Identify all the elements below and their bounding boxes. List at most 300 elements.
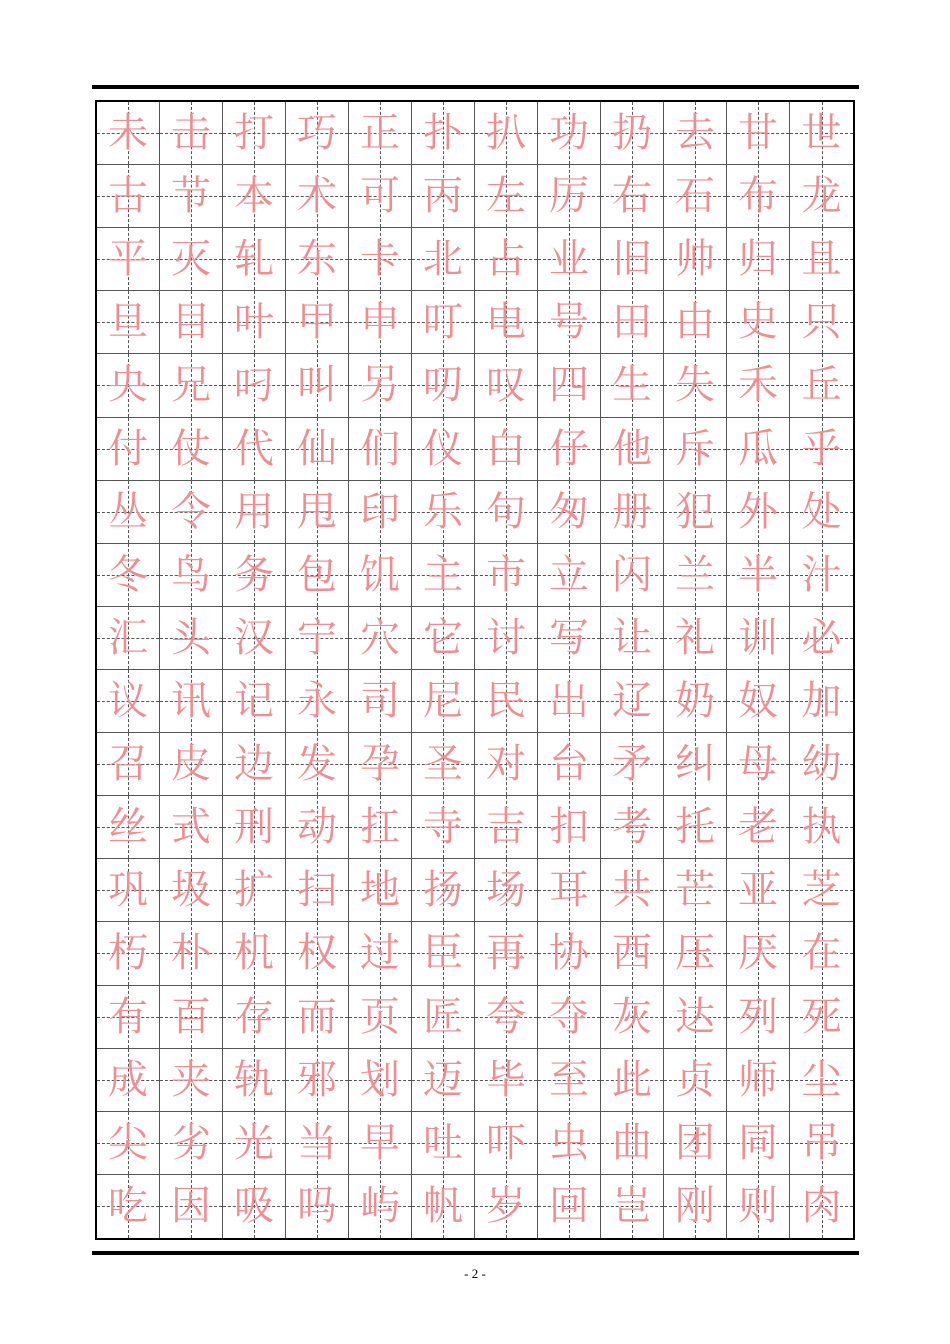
practice-character: 西 bbox=[612, 930, 652, 977]
grid-cell bbox=[160, 1112, 223, 1175]
practice-character: 吐 bbox=[423, 1119, 463, 1166]
practice-character: 扩 bbox=[234, 867, 274, 914]
grid-cell bbox=[727, 291, 790, 354]
grid-cell bbox=[286, 354, 349, 417]
grid-cell bbox=[475, 1112, 538, 1175]
practice-character: 仪 bbox=[423, 425, 463, 472]
grid-cell bbox=[286, 1049, 349, 1112]
practice-character: 石 bbox=[675, 173, 715, 220]
grid-cell bbox=[223, 102, 286, 165]
grid-cell bbox=[538, 922, 601, 985]
grid-cell bbox=[601, 796, 664, 859]
practice-character: 扣 bbox=[549, 804, 589, 851]
practice-character: 吓 bbox=[486, 1119, 526, 1166]
grid-cell bbox=[349, 733, 412, 796]
practice-character: 动 bbox=[297, 804, 337, 851]
practice-character: 申 bbox=[360, 299, 400, 346]
practice-character: 吉 bbox=[486, 804, 526, 851]
grid-cell bbox=[97, 859, 160, 922]
grid-cell bbox=[475, 1175, 538, 1238]
practice-character: 瓜 bbox=[738, 425, 778, 472]
practice-character: 半 bbox=[738, 551, 778, 598]
grid-cell bbox=[412, 354, 475, 417]
grid-cell bbox=[349, 228, 412, 291]
practice-character: 让 bbox=[612, 614, 652, 661]
grid-cell bbox=[97, 1049, 160, 1112]
grid-cell bbox=[664, 607, 727, 670]
practice-grid bbox=[95, 100, 855, 1240]
practice-character: 轧 bbox=[234, 236, 274, 283]
grid-cell bbox=[97, 1175, 160, 1238]
grid-cell bbox=[538, 228, 601, 291]
grid-cell bbox=[223, 1112, 286, 1175]
practice-character: 右 bbox=[612, 173, 652, 220]
practice-character: 记 bbox=[234, 678, 274, 725]
grid-cell bbox=[286, 544, 349, 607]
practice-character: 古 bbox=[108, 173, 148, 220]
practice-character: 执 bbox=[801, 804, 842, 851]
practice-character: 由 bbox=[675, 299, 715, 346]
practice-character: 电 bbox=[486, 299, 526, 346]
practice-character: 朴 bbox=[171, 930, 211, 977]
practice-character: 皮 bbox=[171, 741, 211, 788]
grid-cell bbox=[664, 291, 727, 354]
practice-character: 权 bbox=[297, 930, 337, 977]
practice-character: 民 bbox=[486, 678, 526, 725]
practice-character: 用 bbox=[234, 488, 274, 535]
grid-cell bbox=[286, 922, 349, 985]
practice-character: 机 bbox=[234, 930, 274, 977]
page-number: - 2 - bbox=[464, 1266, 486, 1281]
grid-cell bbox=[790, 796, 853, 859]
grid-cell bbox=[97, 607, 160, 670]
grid-cell bbox=[664, 922, 727, 985]
practice-character: 夹 bbox=[171, 1056, 211, 1103]
practice-character: 叫 bbox=[297, 362, 337, 409]
practice-character: 市 bbox=[486, 551, 526, 598]
practice-character: 叮 bbox=[423, 299, 463, 346]
practice-character: 肉 bbox=[801, 1183, 842, 1230]
grid-cell bbox=[286, 1175, 349, 1238]
practice-character: 旧 bbox=[612, 236, 652, 283]
grid-cell bbox=[790, 859, 853, 922]
grid-cell bbox=[223, 670, 286, 733]
grid-cell bbox=[790, 733, 853, 796]
practice-character: 朽 bbox=[108, 930, 148, 977]
practice-character: 达 bbox=[675, 993, 715, 1040]
practice-character: 灭 bbox=[171, 236, 211, 283]
practice-character: 压 bbox=[675, 930, 715, 977]
practice-character: 刚 bbox=[675, 1183, 715, 1230]
practice-character: 扔 bbox=[612, 110, 652, 157]
grid-cell bbox=[727, 922, 790, 985]
bottom-rule bbox=[92, 1251, 859, 1255]
grid-cell bbox=[412, 922, 475, 985]
grid-cell bbox=[601, 1112, 664, 1175]
practice-character: 汇 bbox=[108, 614, 148, 661]
practice-character: 曲 bbox=[612, 1119, 652, 1166]
practice-character: 他 bbox=[612, 425, 652, 472]
grid-cell bbox=[160, 922, 223, 985]
practice-character: 占 bbox=[486, 236, 526, 283]
practice-character: 对 bbox=[486, 741, 526, 788]
grid-cell bbox=[664, 418, 727, 481]
practice-character: 寺 bbox=[423, 804, 463, 851]
practice-character: 旦 bbox=[108, 299, 148, 346]
grid-cell bbox=[475, 607, 538, 670]
grid-cell bbox=[286, 986, 349, 1049]
practice-character: 场 bbox=[486, 867, 526, 914]
practice-character: 去 bbox=[675, 110, 715, 157]
grid-cell bbox=[349, 418, 412, 481]
practice-character: 丘 bbox=[801, 362, 842, 409]
grid-cell bbox=[475, 670, 538, 733]
practice-character: 考 bbox=[612, 804, 652, 851]
grid-cell bbox=[790, 228, 853, 291]
grid-cell bbox=[349, 1175, 412, 1238]
practice-character: 术 bbox=[297, 173, 337, 220]
grid-cell bbox=[538, 418, 601, 481]
practice-character: 央 bbox=[108, 362, 148, 409]
practice-character: 夺 bbox=[549, 993, 589, 1040]
grid-cell bbox=[601, 102, 664, 165]
grid-cell bbox=[601, 733, 664, 796]
practice-character: 吸 bbox=[234, 1183, 274, 1230]
grid-cell bbox=[601, 922, 664, 985]
practice-character: 岂 bbox=[612, 1183, 652, 1230]
grid-cell bbox=[412, 481, 475, 544]
practice-character: 兄 bbox=[171, 362, 211, 409]
practice-character: 训 bbox=[738, 614, 778, 661]
grid-cell bbox=[223, 165, 286, 228]
practice-character: 出 bbox=[549, 678, 589, 725]
grid-cell bbox=[538, 102, 601, 165]
practice-character: 左 bbox=[486, 173, 526, 220]
practice-character: 扑 bbox=[423, 110, 463, 157]
grid-cell bbox=[475, 228, 538, 291]
practice-character: 百 bbox=[171, 993, 211, 1040]
grid-cell bbox=[475, 922, 538, 985]
grid-cell bbox=[286, 670, 349, 733]
practice-character: 奴 bbox=[738, 678, 778, 725]
grid-cell bbox=[223, 228, 286, 291]
grid-cell bbox=[97, 418, 160, 481]
grid-cell bbox=[601, 607, 664, 670]
practice-character: 代 bbox=[234, 425, 274, 472]
grid-cell bbox=[538, 481, 601, 544]
practice-character: 匠 bbox=[423, 993, 463, 1040]
grid-cell bbox=[97, 796, 160, 859]
practice-character: 永 bbox=[297, 678, 337, 725]
practice-character: 轨 bbox=[234, 1056, 274, 1103]
practice-character: 击 bbox=[171, 110, 211, 157]
practice-character: 圾 bbox=[171, 867, 211, 914]
grid-cell bbox=[160, 418, 223, 481]
practice-character: 灰 bbox=[612, 993, 652, 1040]
practice-character: 可 bbox=[360, 173, 400, 220]
practice-character: 亚 bbox=[738, 867, 778, 914]
grid-cell bbox=[160, 986, 223, 1049]
grid-cell bbox=[727, 228, 790, 291]
practice-character: 世 bbox=[801, 110, 842, 157]
grid-cell bbox=[727, 670, 790, 733]
practice-character: 巩 bbox=[108, 867, 148, 914]
grid-cell bbox=[790, 481, 853, 544]
grid-cell bbox=[223, 481, 286, 544]
grid-cell bbox=[538, 165, 601, 228]
grid-cell bbox=[601, 228, 664, 291]
practice-character: 帅 bbox=[675, 236, 715, 283]
practice-character: 们 bbox=[360, 425, 400, 472]
grid-cell bbox=[538, 733, 601, 796]
practice-character: 共 bbox=[612, 867, 652, 914]
grid-cell bbox=[412, 1049, 475, 1112]
grid-cell bbox=[412, 859, 475, 922]
grid-cell bbox=[538, 354, 601, 417]
practice-character: 打 bbox=[234, 110, 274, 157]
practice-character: 宁 bbox=[297, 614, 337, 661]
practice-character: 至 bbox=[549, 1056, 589, 1103]
practice-character: 叼 bbox=[234, 362, 274, 409]
practice-character: 丛 bbox=[108, 488, 148, 535]
practice-character: 在 bbox=[801, 930, 842, 977]
practice-character: 禾 bbox=[738, 362, 778, 409]
grid-cell bbox=[475, 418, 538, 481]
practice-character: 冬 bbox=[108, 551, 148, 598]
grid-cell bbox=[223, 1049, 286, 1112]
grid-cell bbox=[349, 291, 412, 354]
grid-cell bbox=[349, 670, 412, 733]
practice-character: 汁 bbox=[801, 551, 842, 598]
practice-character: 包 bbox=[297, 551, 337, 598]
practice-character: 边 bbox=[234, 741, 274, 788]
grid-cell bbox=[727, 859, 790, 922]
practice-character: 则 bbox=[738, 1183, 778, 1230]
practice-character: 田 bbox=[612, 299, 652, 346]
grid-cell bbox=[475, 102, 538, 165]
grid-cell bbox=[97, 228, 160, 291]
grid-cell bbox=[223, 796, 286, 859]
grid-cell bbox=[160, 544, 223, 607]
practice-character: 协 bbox=[549, 930, 589, 977]
grid-cell bbox=[97, 1112, 160, 1175]
practice-character: 同 bbox=[738, 1119, 778, 1166]
grid-cell bbox=[601, 544, 664, 607]
grid-cell bbox=[475, 165, 538, 228]
grid-cell bbox=[790, 607, 853, 670]
practice-character: 帆 bbox=[423, 1183, 463, 1230]
practice-character: 册 bbox=[612, 488, 652, 535]
practice-character: 耳 bbox=[549, 867, 589, 914]
grid-cell bbox=[160, 481, 223, 544]
grid-cell bbox=[160, 796, 223, 859]
practice-character: 叹 bbox=[486, 362, 526, 409]
grid-cell bbox=[223, 986, 286, 1049]
practice-character: 列 bbox=[738, 993, 778, 1040]
practice-character: 主 bbox=[423, 551, 463, 598]
grid-cell bbox=[412, 291, 475, 354]
grid-cell bbox=[160, 291, 223, 354]
grid-cell bbox=[412, 1175, 475, 1238]
practice-character: 龙 bbox=[801, 173, 842, 220]
grid-cell bbox=[475, 733, 538, 796]
grid-cell bbox=[349, 1112, 412, 1175]
grid-cell bbox=[727, 102, 790, 165]
grid-cell bbox=[349, 165, 412, 228]
practice-character: 付 bbox=[108, 425, 148, 472]
practice-character: 匆 bbox=[549, 488, 589, 535]
grid-cell bbox=[223, 354, 286, 417]
grid-cell bbox=[349, 796, 412, 859]
practice-character: 丙 bbox=[423, 173, 463, 220]
practice-character: 立 bbox=[549, 551, 589, 598]
grid-cell bbox=[349, 102, 412, 165]
grid-cell bbox=[664, 481, 727, 544]
practice-character: 议 bbox=[108, 678, 148, 725]
grid-cell bbox=[97, 165, 160, 228]
practice-character: 只 bbox=[801, 299, 842, 346]
practice-character: 仙 bbox=[297, 425, 337, 472]
grid-cell bbox=[790, 1112, 853, 1175]
grid-cell bbox=[160, 670, 223, 733]
grid-cell bbox=[790, 291, 853, 354]
practice-character: 迈 bbox=[423, 1056, 463, 1103]
practice-character: 师 bbox=[738, 1056, 778, 1103]
practice-character: 叶 bbox=[234, 299, 274, 346]
practice-character: 正 bbox=[360, 110, 400, 157]
practice-character: 有 bbox=[108, 993, 148, 1040]
grid-cell bbox=[286, 859, 349, 922]
practice-character: 北 bbox=[423, 236, 463, 283]
grid-cell bbox=[286, 733, 349, 796]
practice-character: 且 bbox=[801, 236, 842, 283]
practice-character: 四 bbox=[549, 362, 589, 409]
grid-cell bbox=[727, 986, 790, 1049]
grid-cell bbox=[412, 228, 475, 291]
practice-character: 乎 bbox=[801, 425, 842, 472]
grid-cell bbox=[664, 670, 727, 733]
grid-cell bbox=[601, 859, 664, 922]
top-rule bbox=[92, 85, 859, 89]
grid-cell bbox=[97, 291, 160, 354]
practice-character: 巧 bbox=[297, 110, 337, 157]
practice-character: 毕 bbox=[486, 1056, 526, 1103]
grid-cell bbox=[97, 354, 160, 417]
practice-character: 加 bbox=[801, 678, 842, 725]
grid-cell bbox=[223, 544, 286, 607]
grid-cell bbox=[286, 607, 349, 670]
grid-cell bbox=[727, 1112, 790, 1175]
grid-cell bbox=[286, 165, 349, 228]
practice-character: 死 bbox=[801, 993, 842, 1040]
practice-character: 外 bbox=[738, 488, 778, 535]
practice-character: 汉 bbox=[234, 614, 274, 661]
grid-cell bbox=[727, 544, 790, 607]
grid-cell bbox=[412, 418, 475, 481]
practice-character: 扫 bbox=[297, 867, 337, 914]
grid-cell bbox=[223, 607, 286, 670]
practice-character: 目 bbox=[171, 299, 211, 346]
grid-cell bbox=[475, 481, 538, 544]
practice-character: 叨 bbox=[423, 362, 463, 409]
practice-character: 穴 bbox=[360, 614, 400, 661]
practice-character: 扬 bbox=[423, 867, 463, 914]
grid-cell bbox=[664, 796, 727, 859]
practice-character: 夸 bbox=[486, 993, 526, 1040]
grid-cell bbox=[286, 796, 349, 859]
practice-character: 扒 bbox=[486, 110, 526, 157]
practice-character: 吗 bbox=[297, 1183, 337, 1230]
grid-cell bbox=[601, 291, 664, 354]
grid-cell bbox=[349, 1049, 412, 1112]
grid-cell bbox=[286, 418, 349, 481]
practice-character: 此 bbox=[612, 1056, 652, 1103]
grid-cell bbox=[286, 481, 349, 544]
grid-cell bbox=[412, 670, 475, 733]
practice-character: 扛 bbox=[360, 804, 400, 851]
practice-character: 失 bbox=[675, 362, 715, 409]
grid-cell bbox=[286, 291, 349, 354]
grid-cell bbox=[790, 354, 853, 417]
grid-cell bbox=[349, 544, 412, 607]
grid-cell bbox=[349, 481, 412, 544]
grid-cell bbox=[349, 859, 412, 922]
practice-character: 尼 bbox=[423, 678, 463, 725]
practice-character: 邪 bbox=[297, 1056, 337, 1103]
practice-character: 过 bbox=[360, 930, 400, 977]
practice-character: 芒 bbox=[675, 867, 715, 914]
practice-character: 司 bbox=[360, 678, 400, 725]
grid-cell bbox=[97, 544, 160, 607]
practice-character: 母 bbox=[738, 741, 778, 788]
grid-cell bbox=[664, 986, 727, 1049]
practice-character: 甩 bbox=[297, 488, 337, 535]
grid-cell bbox=[97, 481, 160, 544]
grid-cell bbox=[160, 102, 223, 165]
grid-cell bbox=[601, 1175, 664, 1238]
practice-character: 因 bbox=[171, 1183, 211, 1230]
practice-character: 当 bbox=[297, 1119, 337, 1166]
grid-cell bbox=[223, 922, 286, 985]
practice-character: 平 bbox=[108, 236, 148, 283]
grid-cell bbox=[727, 1049, 790, 1112]
grid-cell bbox=[727, 481, 790, 544]
grid-cell bbox=[664, 354, 727, 417]
practice-character: 发 bbox=[297, 741, 337, 788]
practice-character: 讯 bbox=[171, 678, 211, 725]
grid-cell bbox=[601, 986, 664, 1049]
practice-character: 东 bbox=[297, 236, 337, 283]
practice-character: 团 bbox=[675, 1119, 715, 1166]
practice-character: 存 bbox=[234, 993, 274, 1040]
grid-cell bbox=[97, 986, 160, 1049]
practice-character: 刑 bbox=[234, 804, 274, 851]
grid-cell bbox=[286, 1112, 349, 1175]
grid-cell bbox=[97, 733, 160, 796]
grid-cell bbox=[601, 354, 664, 417]
practice-character: 圣 bbox=[423, 741, 463, 788]
practice-character: 甲 bbox=[297, 299, 337, 346]
practice-character: 未 bbox=[108, 110, 148, 157]
practice-character: 回 bbox=[549, 1183, 589, 1230]
grid-cell bbox=[538, 859, 601, 922]
grid-cell bbox=[601, 418, 664, 481]
grid-cell bbox=[160, 165, 223, 228]
grid-cell bbox=[601, 1049, 664, 1112]
grid-cell bbox=[412, 796, 475, 859]
grid-cell bbox=[664, 1175, 727, 1238]
grid-cell bbox=[538, 796, 601, 859]
